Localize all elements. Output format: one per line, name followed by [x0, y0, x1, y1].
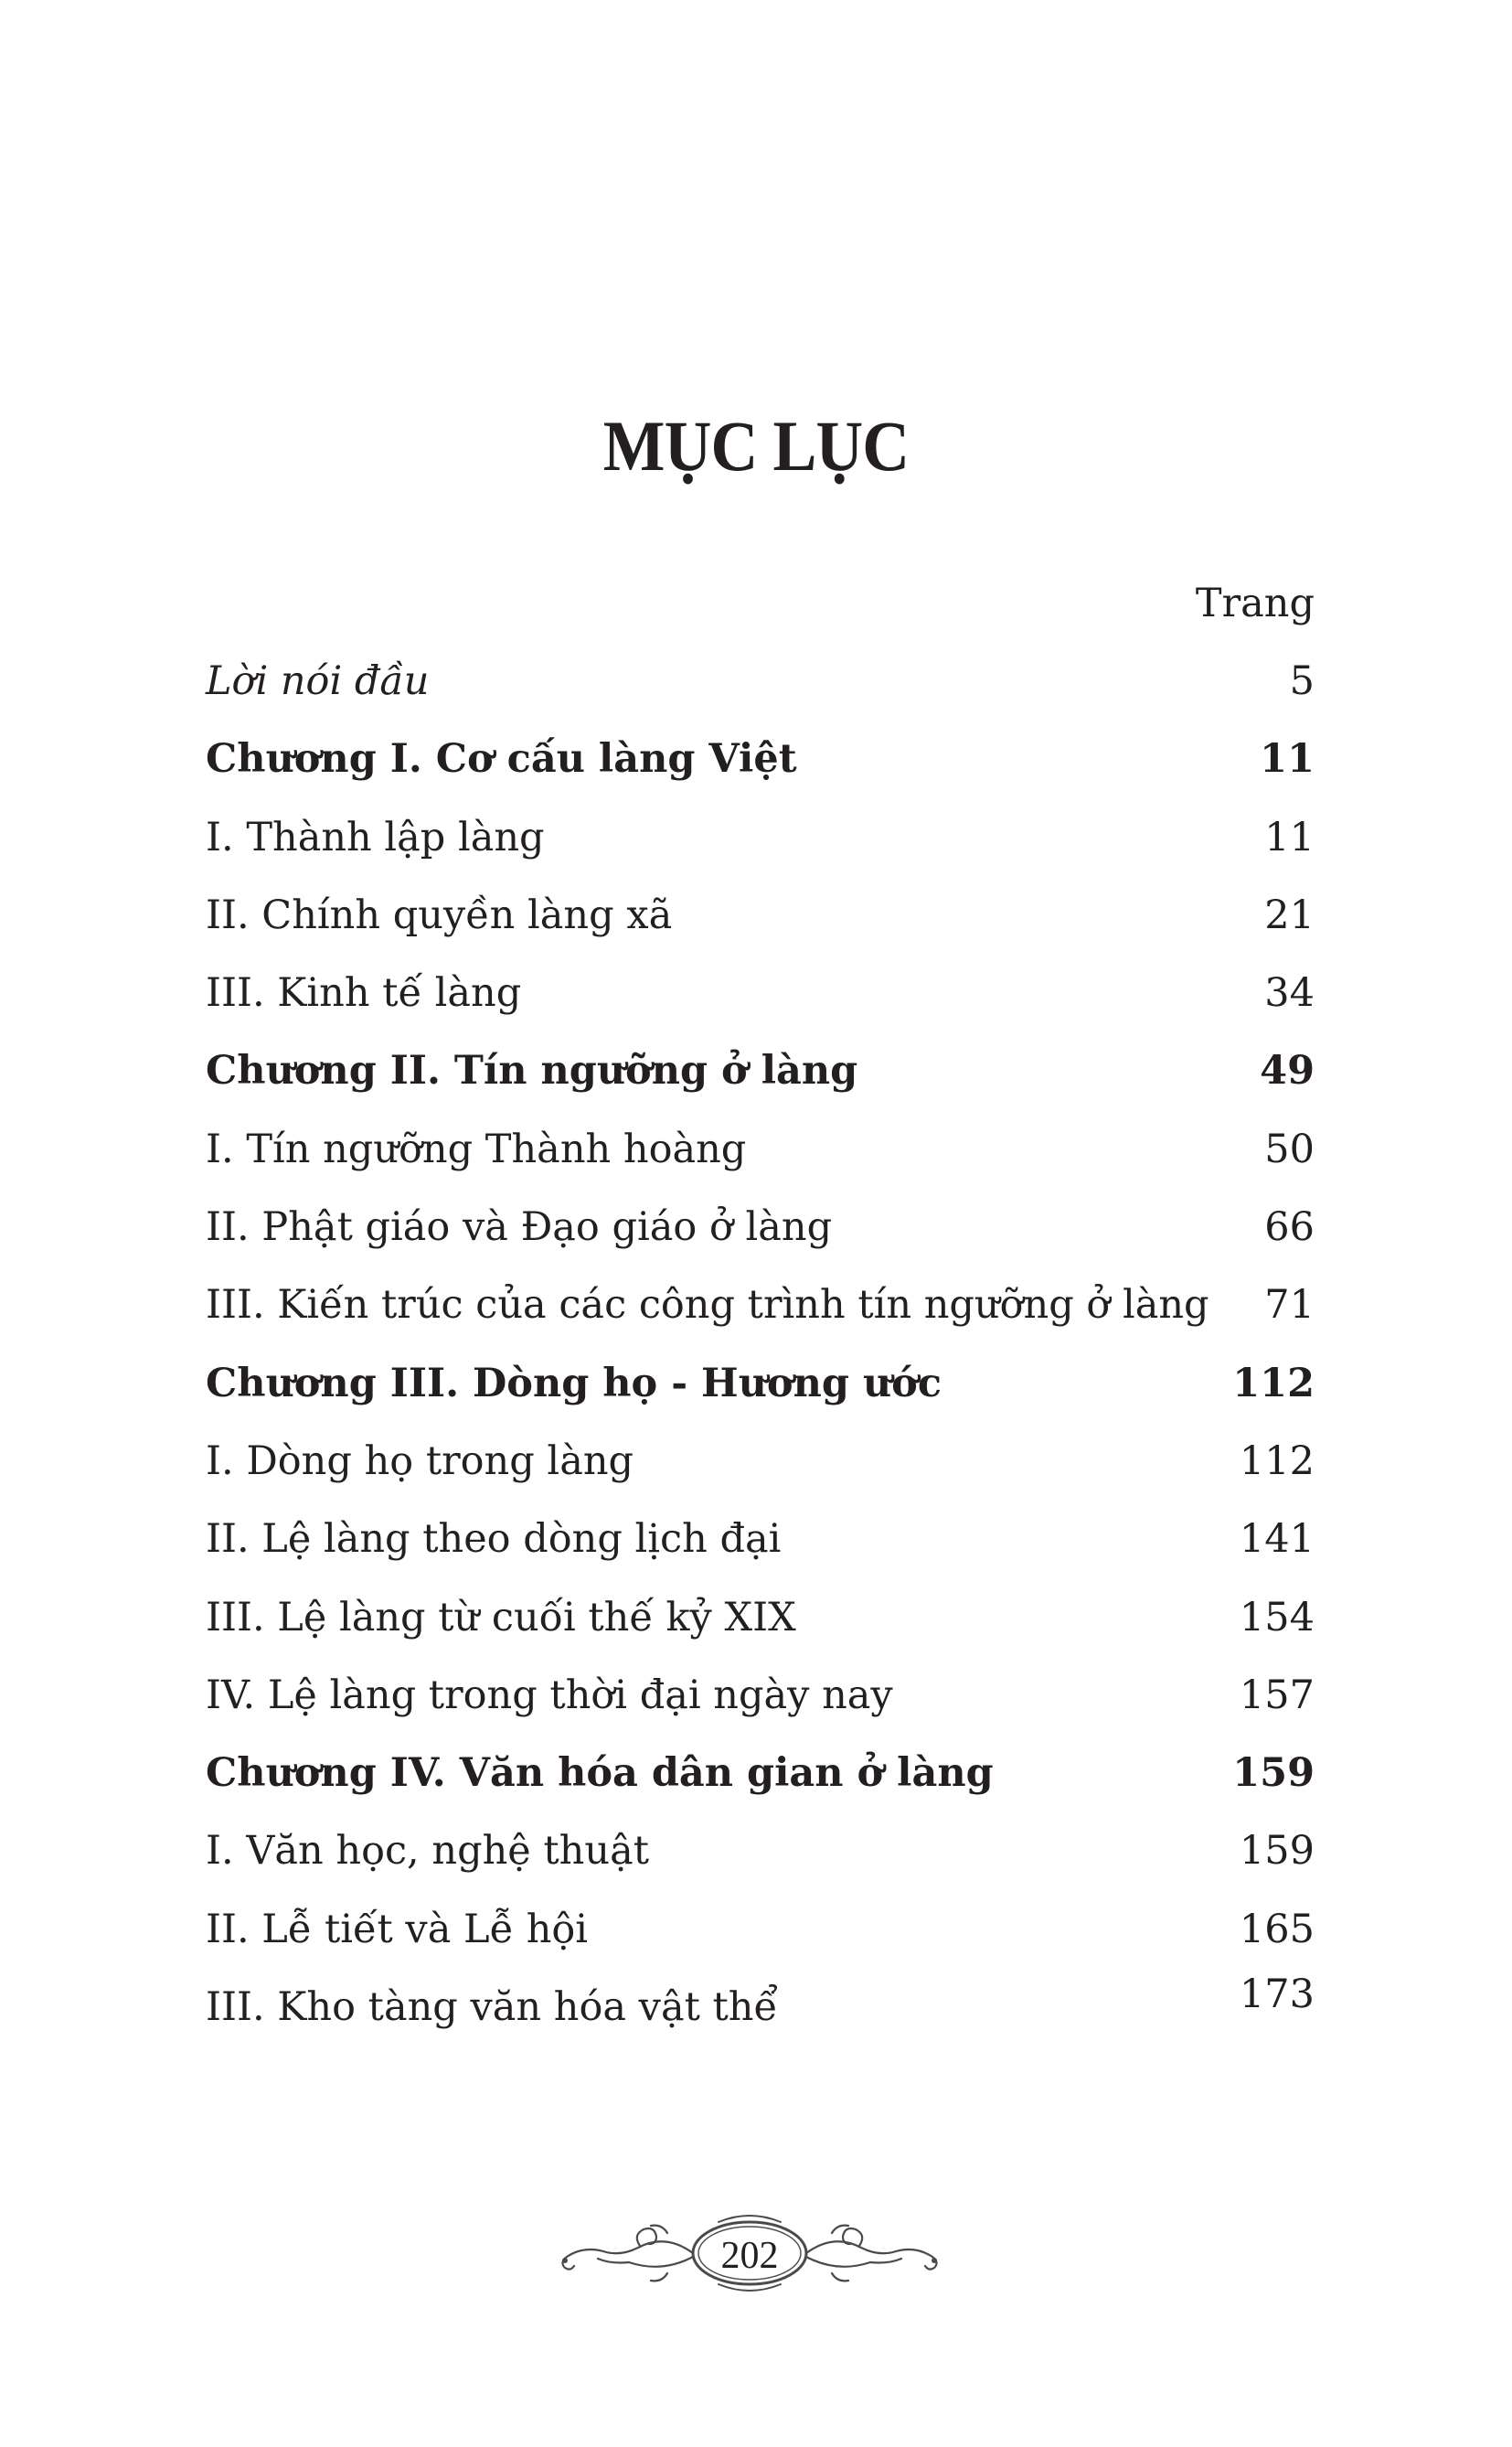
toc-entry	[206, 967, 1315, 1045]
toc-entry-title: I. Văn học, nghệ thuật	[206, 1828, 649, 1875]
toc-entry-page: 112	[1232, 1360, 1315, 1406]
toc-entry-page: 173	[1239, 1971, 1315, 2018]
toc-entry	[206, 1971, 1315, 2059]
toc-entry-title: III. Kho tàng văn hóa vật thể	[206, 1984, 778, 2031]
toc-entry	[206, 1124, 1315, 1202]
toc-entry-title: Lời nói đầu	[206, 658, 430, 704]
toc-entry-page: 66	[1264, 1204, 1315, 1251]
toc-entry-page: 5	[1289, 658, 1315, 704]
toc-entry-page: 165	[1239, 1906, 1315, 1952]
toc-entry-title: I. Thành lập làng	[206, 814, 545, 860]
toc-entry	[206, 1747, 1315, 1825]
toc-entry	[206, 812, 1315, 890]
toc-entry-page: 112	[1239, 1437, 1315, 1484]
toc-entry	[206, 1592, 1315, 1670]
toc-entry-title: I. Dòng họ trong làng	[206, 1437, 634, 1484]
page-column-header: Trang	[1195, 581, 1315, 626]
table-of-contents	[206, 656, 1315, 2059]
toc-entry	[206, 1045, 1315, 1123]
toc-entry	[206, 1202, 1315, 1279]
toc-entry-page: 154	[1239, 1594, 1315, 1640]
page-footer	[548, 2206, 951, 2306]
toc-entry-page: 50	[1264, 1126, 1315, 1172]
toc-entry	[206, 1904, 1315, 1982]
toc-entry-title: I. Tín ngưỡng Thành hoàng	[206, 1126, 747, 1172]
page-number: 202	[720, 2235, 779, 2277]
toc-entry-title: Chương IV. Văn hóa dân gian ở làng	[206, 1750, 994, 1797]
toc-entry	[206, 733, 1315, 811]
toc-entry-page: 21	[1264, 892, 1315, 938]
toc-entry	[206, 1825, 1315, 1903]
toc-entry-page: 49	[1260, 1048, 1315, 1095]
toc-entry	[206, 890, 1315, 967]
toc-entry-page: 141	[1239, 1516, 1315, 1563]
toc-entry-page: 159	[1232, 1750, 1315, 1797]
toc-entry-title: II. Chính quyền làng xã	[206, 892, 673, 938]
page-title: MỤC LỤC	[602, 406, 910, 486]
toc-entry-title: IV. Lệ làng trong thời đại ngày nay	[206, 1672, 893, 1718]
toc-entry-title: III. Kinh tế làng	[206, 970, 522, 1017]
toc-entry-title: II. Lệ làng theo dòng lịch đại	[206, 1516, 782, 1563]
toc-entry-page: 34	[1264, 970, 1315, 1017]
toc-entry	[206, 1279, 1315, 1357]
toc-entry-page: 11	[1264, 814, 1315, 860]
toc-entry-title: Chương I. Cơ cấu làng Việt	[206, 736, 797, 783]
toc-entry-title: Chương III. Dòng họ - Hương ước	[206, 1360, 942, 1406]
toc-entry-title: III. Kiến trúc của các công trình tín ngưỡng ở làng	[206, 1282, 1209, 1329]
toc-entry-title: Chương II. Tín ngưỡng ở làng	[206, 1048, 858, 1095]
toc-entry	[206, 1513, 1315, 1591]
toc-entry-title: II. Lễ tiết và Lễ hội	[206, 1906, 589, 1952]
toc-entry	[206, 656, 1315, 733]
toc-entry-page: 71	[1264, 1282, 1315, 1329]
toc-entry	[206, 1670, 1315, 1747]
toc-entry	[206, 1358, 1315, 1436]
toc-entry-title: II. Phật giáo và Đạo giáo ở làng	[206, 1204, 833, 1251]
toc-entry-page: 157	[1239, 1672, 1315, 1718]
toc-entry-title: III. Lệ làng từ cuối thế kỷ XIX	[206, 1594, 796, 1640]
toc-entry-page: 11	[1260, 736, 1315, 783]
toc-entry-page: 159	[1239, 1828, 1315, 1875]
toc-entry	[206, 1436, 1315, 1513]
